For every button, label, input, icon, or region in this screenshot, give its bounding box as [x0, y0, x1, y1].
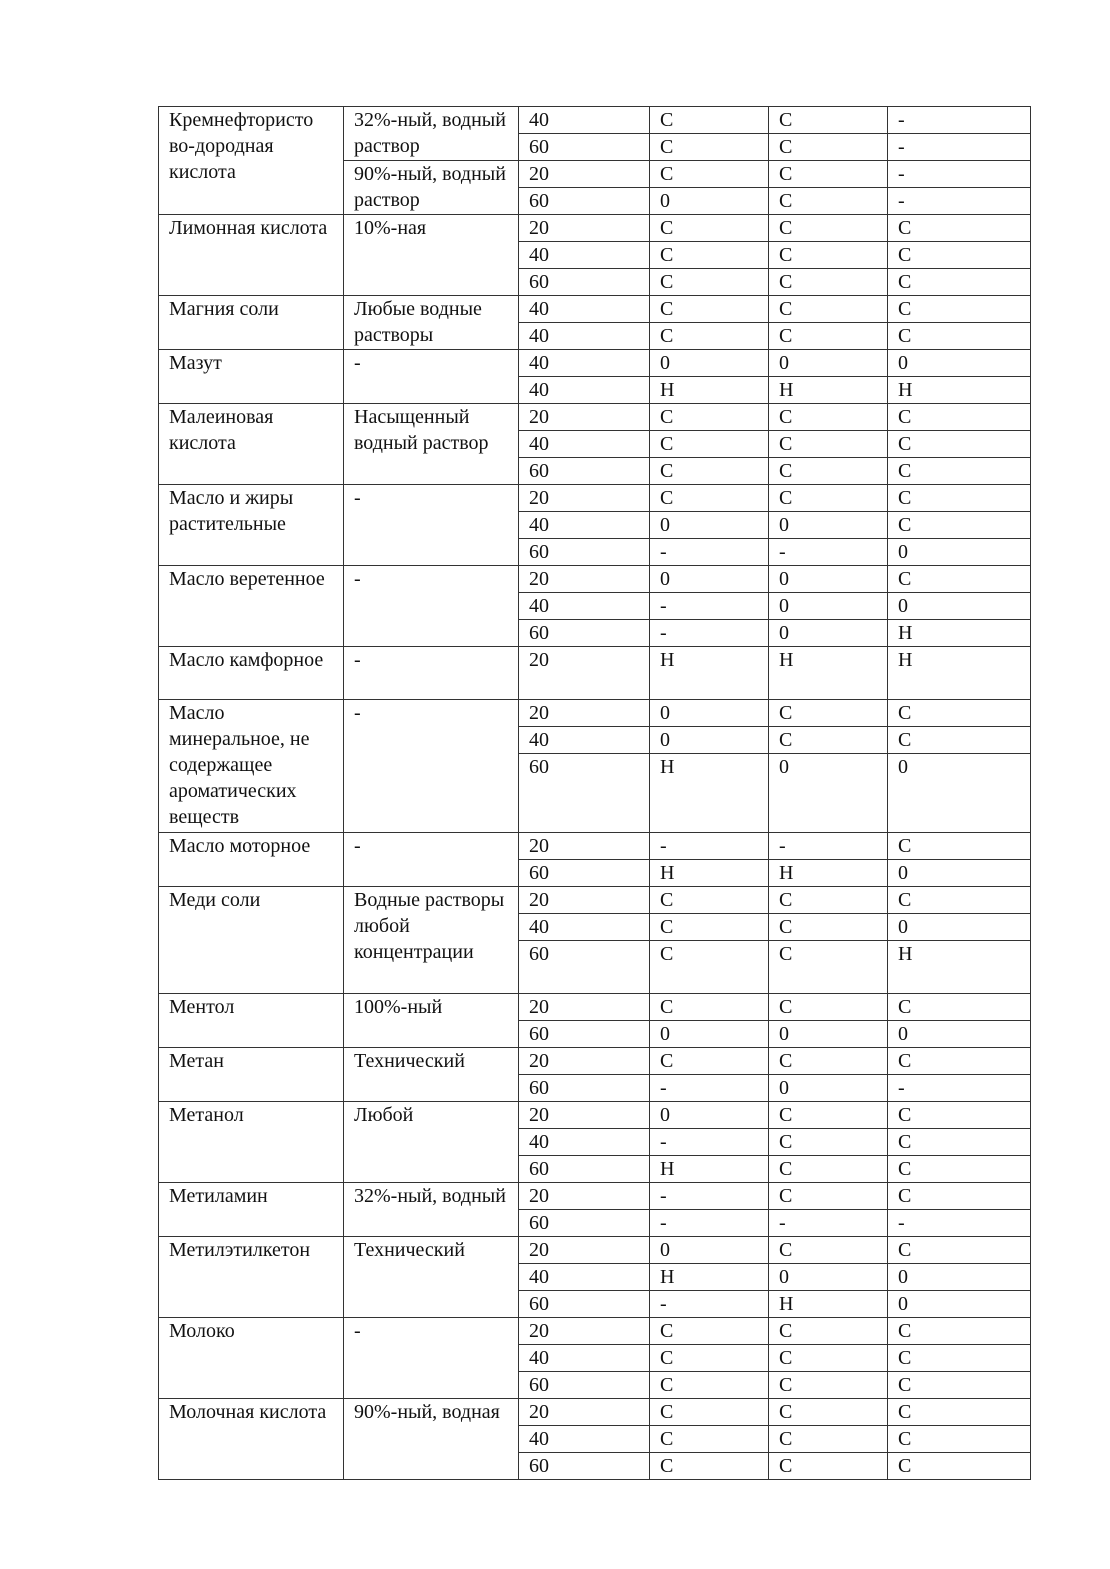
- table-row: [159, 404, 1031, 431]
- concentration-cell: Технический: [344, 1048, 519, 1102]
- temperature-cell: 60: [519, 1075, 650, 1102]
- substance-cell: Метилэтилкетон: [159, 1237, 344, 1318]
- temperature-cell: 40: [519, 350, 650, 377]
- concentration-cell: -: [344, 566, 519, 647]
- resistance-cell-1: C: [650, 914, 769, 941]
- resistance-cell-1: C: [650, 994, 769, 1021]
- table-row: [159, 1102, 1031, 1129]
- resistance-cell-1: C: [650, 431, 769, 458]
- resistance-cell-2: 0: [769, 1264, 888, 1291]
- resistance-cell-1: C: [650, 1399, 769, 1426]
- resistance-cell-2: C: [769, 914, 888, 941]
- resistance-cell-2: 0: [769, 1075, 888, 1102]
- resistance-cell-3: C: [888, 404, 1031, 431]
- resistance-cell-2: 0: [769, 512, 888, 539]
- resistance-cell-2: C: [769, 1237, 888, 1264]
- concentration-cell: -: [344, 485, 519, 566]
- resistance-cell-2: Н: [769, 1291, 888, 1318]
- resistance-cell-2: C: [769, 994, 888, 1021]
- resistance-cell-1: 0: [650, 566, 769, 593]
- resistance-cell-1: 0: [650, 350, 769, 377]
- temperature-cell: 60: [519, 1021, 650, 1048]
- table-row: [159, 887, 1031, 914]
- table-row: [159, 1048, 1031, 1075]
- table-row: [159, 485, 1031, 512]
- resistance-cell-3: C: [888, 727, 1031, 754]
- resistance-cell-3: C: [888, 1156, 1031, 1183]
- table-row: [159, 566, 1031, 593]
- resistance-cell-3: C: [888, 1426, 1031, 1453]
- resistance-cell-1: C: [650, 323, 769, 350]
- concentration-cell: -: [344, 700, 519, 833]
- temperature-cell: 40: [519, 1129, 650, 1156]
- resistance-cell-1: C: [650, 107, 769, 134]
- table-row: [159, 350, 1031, 377]
- resistance-cell-2: C: [769, 323, 888, 350]
- resistance-cell-1: Н: [650, 377, 769, 404]
- resistance-cell-2: 0: [769, 566, 888, 593]
- resistance-cell-2: Н: [769, 647, 888, 700]
- resistance-cell-3: C: [888, 566, 1031, 593]
- resistance-cell-3: Н: [888, 377, 1031, 404]
- table-row: [159, 994, 1031, 1021]
- temperature-cell: 40: [519, 914, 650, 941]
- temperature-cell: 60: [519, 458, 650, 485]
- temperature-cell: 60: [519, 860, 650, 887]
- resistance-cell-3: C: [888, 512, 1031, 539]
- temperature-cell: 60: [519, 1156, 650, 1183]
- resistance-cell-1: Н: [650, 1156, 769, 1183]
- temperature-cell: 20: [519, 1048, 650, 1075]
- resistance-cell-2: C: [769, 1372, 888, 1399]
- temperature-cell: 60: [519, 754, 650, 833]
- concentration-cell: -: [344, 350, 519, 404]
- resistance-cell-2: C: [769, 404, 888, 431]
- resistance-cell-1: -: [650, 1075, 769, 1102]
- resistance-cell-2: C: [769, 1102, 888, 1129]
- table-row: [159, 700, 1031, 727]
- resistance-cell-1: Н: [650, 1264, 769, 1291]
- temperature-cell: 20: [519, 1237, 650, 1264]
- temperature-cell: 40: [519, 431, 650, 458]
- resistance-cell-2: C: [769, 887, 888, 914]
- temperature-cell: 40: [519, 296, 650, 323]
- resistance-cell-2: Н: [769, 860, 888, 887]
- temperature-cell: 20: [519, 887, 650, 914]
- resistance-cell-3: 0: [888, 1264, 1031, 1291]
- resistance-cell-3: C: [888, 1453, 1031, 1480]
- resistance-cell-2: C: [769, 941, 888, 994]
- resistance-cell-3: C: [888, 296, 1031, 323]
- temperature-cell: 20: [519, 215, 650, 242]
- resistance-cell-3: C: [888, 887, 1031, 914]
- concentration-cell: Водные растворы любой концентрации: [344, 887, 519, 994]
- substance-cell: Лимонная кислота: [159, 215, 344, 296]
- resistance-cell-2: C: [769, 269, 888, 296]
- resistance-cell-2: C: [769, 1156, 888, 1183]
- substance-cell: Молоко: [159, 1318, 344, 1399]
- resistance-cell-1: C: [650, 1426, 769, 1453]
- resistance-cell-3: C: [888, 269, 1031, 296]
- temperature-cell: 60: [519, 539, 650, 566]
- substance-cell: Масло минеральное, не содержащее ароматических веществ: [159, 700, 344, 833]
- temperature-cell: 60: [519, 1210, 650, 1237]
- resistance-cell-3: 0: [888, 1291, 1031, 1318]
- chemical-resistance-table: [158, 106, 1031, 1480]
- resistance-cell-2: C: [769, 296, 888, 323]
- temperature-cell: 40: [519, 242, 650, 269]
- resistance-cell-3: C: [888, 1183, 1031, 1210]
- table-row: [159, 647, 1031, 700]
- table-row: [159, 1237, 1031, 1264]
- resistance-cell-1: C: [650, 269, 769, 296]
- temperature-cell: 40: [519, 512, 650, 539]
- resistance-cell-2: C: [769, 1129, 888, 1156]
- temperature-cell: 20: [519, 700, 650, 727]
- substance-cell: Масло и жиры растительные: [159, 485, 344, 566]
- resistance-cell-1: C: [650, 215, 769, 242]
- temperature-cell: 20: [519, 485, 650, 512]
- resistance-cell-3: C: [888, 458, 1031, 485]
- resistance-cell-2: C: [769, 458, 888, 485]
- resistance-cell-3: C: [888, 1237, 1031, 1264]
- resistance-cell-1: -: [650, 833, 769, 860]
- temperature-cell: 60: [519, 941, 650, 994]
- resistance-cell-2: C: [769, 485, 888, 512]
- resistance-cell-1: 0: [650, 727, 769, 754]
- resistance-cell-2: C: [769, 431, 888, 458]
- resistance-cell-1: C: [650, 941, 769, 994]
- resistance-cell-1: Н: [650, 754, 769, 833]
- table-row: [159, 833, 1031, 860]
- temperature-cell: 40: [519, 727, 650, 754]
- resistance-cell-1: C: [650, 296, 769, 323]
- resistance-cell-1: C: [650, 242, 769, 269]
- resistance-cell-2: C: [769, 134, 888, 161]
- temperature-cell: 20: [519, 647, 650, 700]
- resistance-cell-2: 0: [769, 620, 888, 647]
- table-row: [159, 1399, 1031, 1426]
- resistance-cell-3: Н: [888, 647, 1031, 700]
- temperature-cell: 20: [519, 994, 650, 1021]
- concentration-cell: 90%-ный, водная: [344, 1399, 519, 1480]
- concentration-cell: -: [344, 1318, 519, 1399]
- resistance-cell-3: C: [888, 1048, 1031, 1075]
- concentration-cell: 10%-ная: [344, 215, 519, 296]
- resistance-cell-3: 0: [888, 539, 1031, 566]
- resistance-cell-3: 0: [888, 593, 1031, 620]
- resistance-cell-2: C: [769, 1426, 888, 1453]
- substance-cell: Кремнефтористо во-дородная кислота: [159, 107, 344, 215]
- concentration-cell: 32%-ный, водный: [344, 1183, 519, 1237]
- resistance-cell-2: C: [769, 1048, 888, 1075]
- temperature-cell: 60: [519, 1291, 650, 1318]
- resistance-cell-1: C: [650, 1372, 769, 1399]
- concentration-cell: Любые водные растворы: [344, 296, 519, 350]
- substance-cell: Молочная кислота: [159, 1399, 344, 1480]
- resistance-cell-3: C: [888, 431, 1031, 458]
- resistance-cell-1: -: [650, 620, 769, 647]
- resistance-cell-3: C: [888, 833, 1031, 860]
- resistance-cell-2: C: [769, 700, 888, 727]
- concentration-cell: Технический: [344, 1237, 519, 1318]
- concentration-cell: 90%-ный, водный раствор: [344, 161, 519, 215]
- table-row: [159, 215, 1031, 242]
- temperature-cell: 60: [519, 188, 650, 215]
- substance-cell: Метанол: [159, 1102, 344, 1183]
- resistance-cell-1: C: [650, 1318, 769, 1345]
- resistance-cell-3: 0: [888, 1021, 1031, 1048]
- resistance-cell-2: Н: [769, 377, 888, 404]
- temperature-cell: 40: [519, 323, 650, 350]
- resistance-cell-3: 0: [888, 350, 1031, 377]
- resistance-cell-3: C: [888, 1102, 1031, 1129]
- resistance-cell-2: C: [769, 107, 888, 134]
- resistance-cell-2: C: [769, 161, 888, 188]
- resistance-cell-1: 0: [650, 188, 769, 215]
- resistance-cell-3: -: [888, 1075, 1031, 1102]
- resistance-cell-2: -: [769, 539, 888, 566]
- concentration-cell: 100%-ный: [344, 994, 519, 1048]
- temperature-cell: 20: [519, 1102, 650, 1129]
- resistance-cell-3: C: [888, 242, 1031, 269]
- temperature-cell: 60: [519, 1372, 650, 1399]
- temperature-cell: 40: [519, 1345, 650, 1372]
- substance-cell: Масло веретенное: [159, 566, 344, 647]
- resistance-cell-1: C: [650, 1345, 769, 1372]
- resistance-cell-2: C: [769, 215, 888, 242]
- resistance-cell-1: C: [650, 887, 769, 914]
- concentration-cell: Насыщенный водный раствор: [344, 404, 519, 485]
- temperature-cell: 20: [519, 404, 650, 431]
- resistance-cell-3: C: [888, 323, 1031, 350]
- resistance-cell-3: C: [888, 215, 1031, 242]
- resistance-cell-3: Н: [888, 941, 1031, 994]
- resistance-cell-3: C: [888, 1345, 1031, 1372]
- resistance-cell-3: -: [888, 188, 1031, 215]
- temperature-cell: 40: [519, 1426, 650, 1453]
- resistance-cell-1: C: [650, 485, 769, 512]
- resistance-cell-1: -: [650, 1183, 769, 1210]
- concentration-cell: -: [344, 833, 519, 887]
- resistance-cell-1: Н: [650, 860, 769, 887]
- resistance-cell-1: 0: [650, 512, 769, 539]
- resistance-cell-1: -: [650, 539, 769, 566]
- resistance-cell-3: C: [888, 485, 1031, 512]
- resistance-cell-1: 0: [650, 1021, 769, 1048]
- resistance-cell-3: C: [888, 1129, 1031, 1156]
- substance-cell: Масло моторное: [159, 833, 344, 887]
- resistance-cell-1: 0: [650, 700, 769, 727]
- substance-cell: Масло камфорное: [159, 647, 344, 700]
- resistance-cell-3: 0: [888, 754, 1031, 833]
- resistance-cell-3: C: [888, 1372, 1031, 1399]
- resistance-cell-2: -: [769, 1210, 888, 1237]
- resistance-cell-3: 0: [888, 860, 1031, 887]
- resistance-cell-2: C: [769, 1183, 888, 1210]
- resistance-cell-1: Н: [650, 647, 769, 700]
- temperature-cell: 20: [519, 833, 650, 860]
- table-row: [159, 296, 1031, 323]
- resistance-cell-2: C: [769, 1318, 888, 1345]
- resistance-cell-1: C: [650, 1453, 769, 1480]
- resistance-cell-3: 0: [888, 914, 1031, 941]
- resistance-cell-1: -: [650, 593, 769, 620]
- substance-cell: Магния соли: [159, 296, 344, 350]
- temperature-cell: 60: [519, 1453, 650, 1480]
- temperature-cell: 40: [519, 377, 650, 404]
- temperature-cell: 60: [519, 134, 650, 161]
- resistance-cell-2: 0: [769, 754, 888, 833]
- document-page: [158, 106, 1030, 1480]
- temperature-cell: 40: [519, 107, 650, 134]
- substance-cell: Ментол: [159, 994, 344, 1048]
- substance-cell: Метиламин: [159, 1183, 344, 1237]
- resistance-cell-1: C: [650, 134, 769, 161]
- temperature-cell: 20: [519, 1183, 650, 1210]
- resistance-cell-2: C: [769, 727, 888, 754]
- temperature-cell: 40: [519, 593, 650, 620]
- temperature-cell: 20: [519, 161, 650, 188]
- resistance-cell-1: -: [650, 1291, 769, 1318]
- resistance-cell-1: 0: [650, 1102, 769, 1129]
- resistance-cell-2: C: [769, 1345, 888, 1372]
- temperature-cell: 20: [519, 566, 650, 593]
- resistance-cell-1: C: [650, 458, 769, 485]
- resistance-cell-3: C: [888, 1399, 1031, 1426]
- temperature-cell: 20: [519, 1318, 650, 1345]
- resistance-cell-1: C: [650, 1048, 769, 1075]
- resistance-cell-3: C: [888, 700, 1031, 727]
- resistance-cell-1: 0: [650, 1237, 769, 1264]
- resistance-cell-2: C: [769, 188, 888, 215]
- resistance-cell-3: -: [888, 1210, 1031, 1237]
- table-row: [159, 1183, 1031, 1210]
- resistance-cell-3: Н: [888, 620, 1031, 647]
- resistance-cell-3: -: [888, 161, 1031, 188]
- substance-cell: Метан: [159, 1048, 344, 1102]
- temperature-cell: 20: [519, 1399, 650, 1426]
- resistance-cell-2: 0: [769, 593, 888, 620]
- resistance-cell-2: C: [769, 242, 888, 269]
- resistance-cell-1: -: [650, 1129, 769, 1156]
- temperature-cell: 60: [519, 620, 650, 647]
- resistance-cell-1: C: [650, 404, 769, 431]
- resistance-cell-1: -: [650, 1210, 769, 1237]
- resistance-cell-2: C: [769, 1399, 888, 1426]
- resistance-cell-2: -: [769, 833, 888, 860]
- resistance-cell-3: -: [888, 134, 1031, 161]
- resistance-cell-3: C: [888, 1318, 1031, 1345]
- table-row: [159, 107, 1031, 134]
- resistance-cell-2: C: [769, 1453, 888, 1480]
- table-row: [159, 1318, 1031, 1345]
- concentration-cell: 32%-ный, водный раствор: [344, 107, 519, 161]
- concentration-cell: Любой: [344, 1102, 519, 1183]
- resistance-cell-2: 0: [769, 350, 888, 377]
- concentration-cell: -: [344, 647, 519, 700]
- substance-cell: Меди соли: [159, 887, 344, 994]
- resistance-cell-3: -: [888, 107, 1031, 134]
- temperature-cell: 40: [519, 1264, 650, 1291]
- substance-cell: Мазут: [159, 350, 344, 404]
- substance-cell: Малеиновая кислота: [159, 404, 344, 485]
- resistance-cell-3: C: [888, 994, 1031, 1021]
- temperature-cell: 60: [519, 269, 650, 296]
- resistance-cell-2: 0: [769, 1021, 888, 1048]
- resistance-cell-1: C: [650, 161, 769, 188]
